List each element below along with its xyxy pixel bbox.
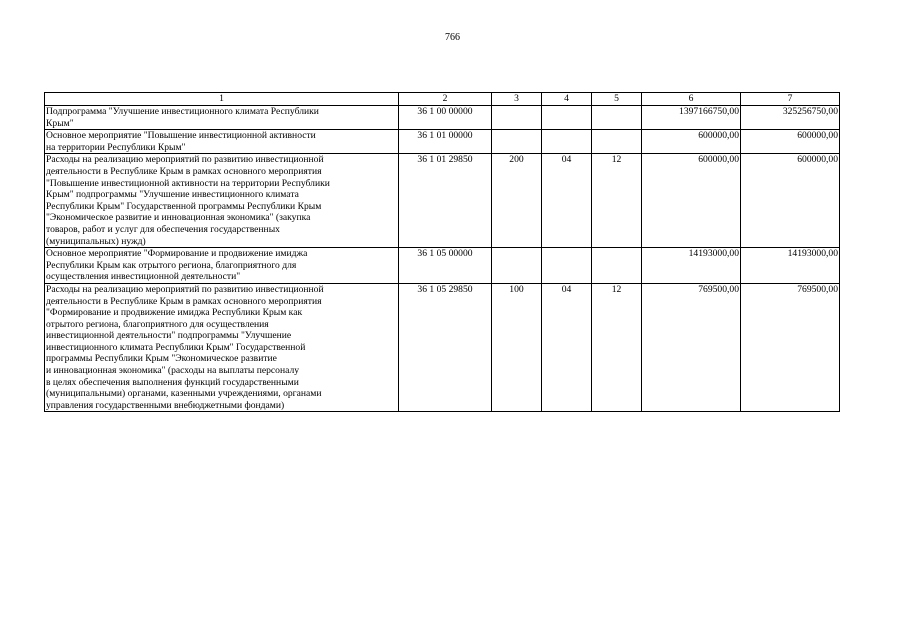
- row-name-cell: Основное мероприятие "Формирование и продвижение имиджа Республики Крым как отрытого региона, благоприятного для осуществления инвестиционной деятельности": [45, 248, 399, 284]
- row-sum1-cell: 600000,00: [642, 154, 741, 248]
- column-header: 2: [399, 93, 492, 106]
- row-rz-cell: 04: [542, 283, 592, 412]
- column-header: 4: [542, 93, 592, 106]
- table-row: [45, 154, 840, 248]
- row-sum2-cell: 14193000,00: [741, 248, 840, 284]
- column-header: 6: [642, 93, 741, 106]
- row-code-cell: 36 1 01 00000: [399, 130, 492, 154]
- row-name-cell: Расходы на реализацию мероприятий по развитию инвестиционной деятельности в Республике Крым в рамках основного мероприятия "Повышение инвестиционной активности на территории Республики Крым" подпрограммы "Улучшение инвестиционного климата Республики Крым" Государственной программы Республики Крым "Экономическое развитие и инновационная экономика" (закупка товаров, работ и услуг для обеспечения государственных (муниципальных) нужд): [45, 154, 399, 248]
- budget-table: [44, 92, 840, 412]
- row-sum1-cell: 600000,00: [642, 130, 741, 154]
- row-name-cell: Подпрограмма "Улучшение инвестиционного климата Республики Крым": [45, 106, 399, 130]
- row-rz-cell: 04: [542, 154, 592, 248]
- row-sum2-cell: 600000,00: [741, 154, 840, 248]
- row-code-cell: 36 1 00 00000: [399, 106, 492, 130]
- column-header: 3: [492, 93, 542, 106]
- row-code-cell: 36 1 01 29850: [399, 154, 492, 248]
- row-sum1-cell: 1397166750,00: [642, 106, 741, 130]
- row-name-cell: Основное мероприятие "Повышение инвестиционной активности на территории Республики Крым": [45, 130, 399, 154]
- row-vr-cell: [492, 248, 542, 284]
- row-rz-cell: [542, 130, 592, 154]
- column-header: 1: [45, 93, 399, 106]
- row-rz-cell: [542, 106, 592, 130]
- table-row: [45, 106, 840, 130]
- table-row: [45, 283, 840, 412]
- row-vr-cell: [492, 106, 542, 130]
- table-row: [45, 248, 840, 284]
- row-sum2-cell: 600000,00: [741, 130, 840, 154]
- page-number: 766: [445, 32, 460, 43]
- row-vr-cell: [492, 130, 542, 154]
- column-header: 5: [592, 93, 642, 106]
- row-rz-cell: [542, 248, 592, 284]
- row-sum2-cell: 325256750,00: [741, 106, 840, 130]
- row-name-cell: Расходы на реализацию мероприятий по развитию инвестиционной деятельности в Республике Крым в рамках основного мероприятия "Формирование и продвижение имиджа Республики Крым как отрытого региона, благоприятного для осуществления инвестиционной деятельности" подпрограммы "Улучшение инвестиционного климата Республики Крым" Государственной программы Республики Крым "Экономическое развитие и инновационная экономика" (расходы на выплаты персоналу в целях обеспечения выполнения функций государственными (муниципальными) органами, казенными учреждениями, органами управления государственными внебюджетными фондами): [45, 283, 399, 412]
- row-sum2-cell: 769500,00: [741, 283, 840, 412]
- row-sum1-cell: 14193000,00: [642, 248, 741, 284]
- row-pr-cell: [592, 130, 642, 154]
- row-vr-cell: 200: [492, 154, 542, 248]
- column-header: 7: [741, 93, 840, 106]
- row-pr-cell: 12: [592, 154, 642, 248]
- table-row: [45, 130, 840, 154]
- row-pr-cell: [592, 248, 642, 284]
- row-vr-cell: 100: [492, 283, 542, 412]
- row-pr-cell: [592, 106, 642, 130]
- row-code-cell: 36 1 05 00000: [399, 248, 492, 284]
- row-sum1-cell: 769500,00: [642, 283, 741, 412]
- row-code-cell: 36 1 05 29850: [399, 283, 492, 412]
- row-pr-cell: 12: [592, 283, 642, 412]
- table-header-row: [45, 93, 840, 106]
